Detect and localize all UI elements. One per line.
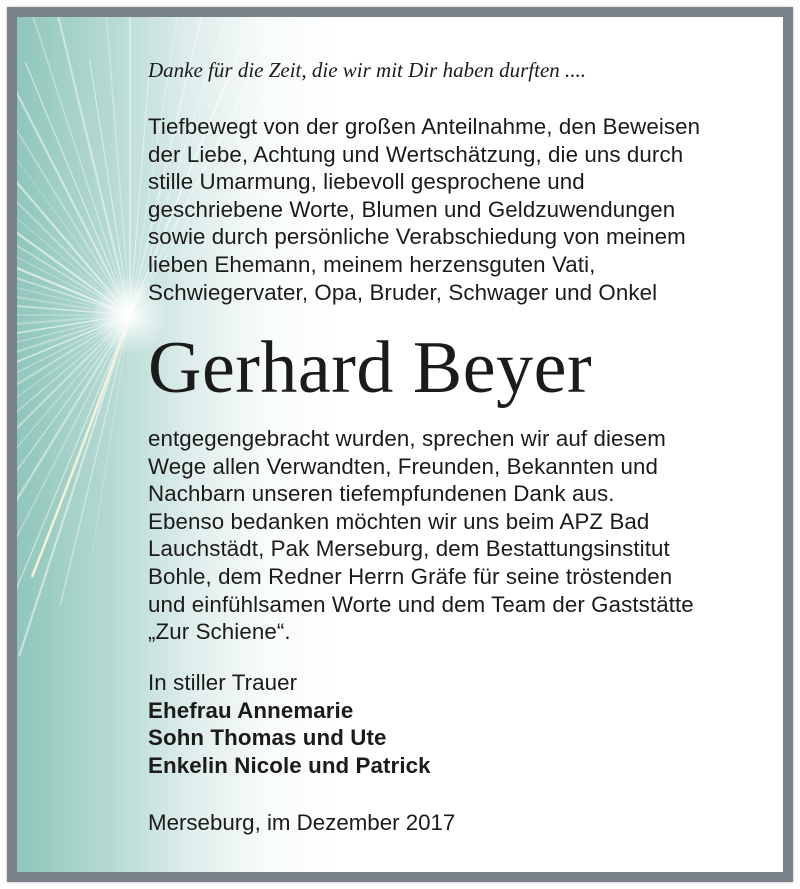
mourner: Enkelin Nicole und Patrick bbox=[148, 752, 431, 778]
text-line: der Liebe, Achtung und Wertschätzung, die uns durch bbox=[148, 141, 684, 167]
mourners-block bbox=[148, 669, 431, 779]
deceased-name: Gerhard Beyer bbox=[148, 327, 593, 409]
text-line: sowie durch persönliche Verabschiedung von meinem bbox=[148, 224, 686, 250]
mourner: Ehefrau Annemarie bbox=[148, 697, 354, 723]
text-line: lieben Ehemann, meinem herzensguten Vati, bbox=[148, 251, 596, 277]
text-line: Bohle, dem Redner Herrn Gräfe für seine tröstenden bbox=[148, 563, 673, 589]
text-line: entgegengebracht wurden, sprechen wir auf diesem bbox=[148, 426, 666, 451]
text-line: geschriebene Worte, Blumen und Geldzuwendungen bbox=[148, 196, 676, 222]
intro-line: Danke für die Zeit, die wir mit Dir haben durften .... bbox=[148, 58, 587, 82]
dandelion-ray bbox=[105, 17, 130, 315]
dandelion-stem bbox=[32, 315, 130, 577]
dandelion-ray bbox=[17, 315, 130, 568]
text-line: stille Umarmung, liebevoll gesprochene und bbox=[148, 169, 585, 195]
text-line: Ebenso bedanken möchten wir uns beim APZ Bad bbox=[148, 508, 650, 534]
text-line: Lauchstädt, Pak Merseburg, dem Bestattungsinstitut bbox=[148, 536, 670, 562]
notice-body bbox=[17, 17, 783, 872]
text-line: Nachbarn unseren tiefempfundenen Dank aus. bbox=[148, 481, 615, 507]
dandelion-ray bbox=[17, 19, 130, 315]
dandelion-ray bbox=[19, 315, 130, 656]
dandelion-ray bbox=[17, 315, 130, 569]
paragraph-gratitude bbox=[148, 425, 694, 646]
text-line: und einfühlsamen Worte und dem Team der Gaststätte bbox=[148, 591, 694, 617]
dandelion-ray bbox=[17, 17, 130, 315]
mourning-label: In stiller Trauer bbox=[148, 670, 298, 695]
paragraph-thanks bbox=[148, 113, 700, 306]
dandelion-ray bbox=[17, 17, 130, 315]
text-line: „Zur Schiene“. bbox=[148, 619, 291, 645]
text-line: Tiefbewegt von der großen Anteilnahme, den Beweisen bbox=[148, 114, 701, 139]
text-line: Wege allen Verwandten, Freunden, Bekannten und bbox=[148, 453, 658, 479]
text-line: Schwiegervater, Opa, Bruder, Schwager und Onkel bbox=[148, 279, 658, 305]
mourner: Sohn Thomas und Ute bbox=[148, 725, 387, 751]
place-date: Merseburg, im Dezember 2017 bbox=[148, 810, 456, 835]
